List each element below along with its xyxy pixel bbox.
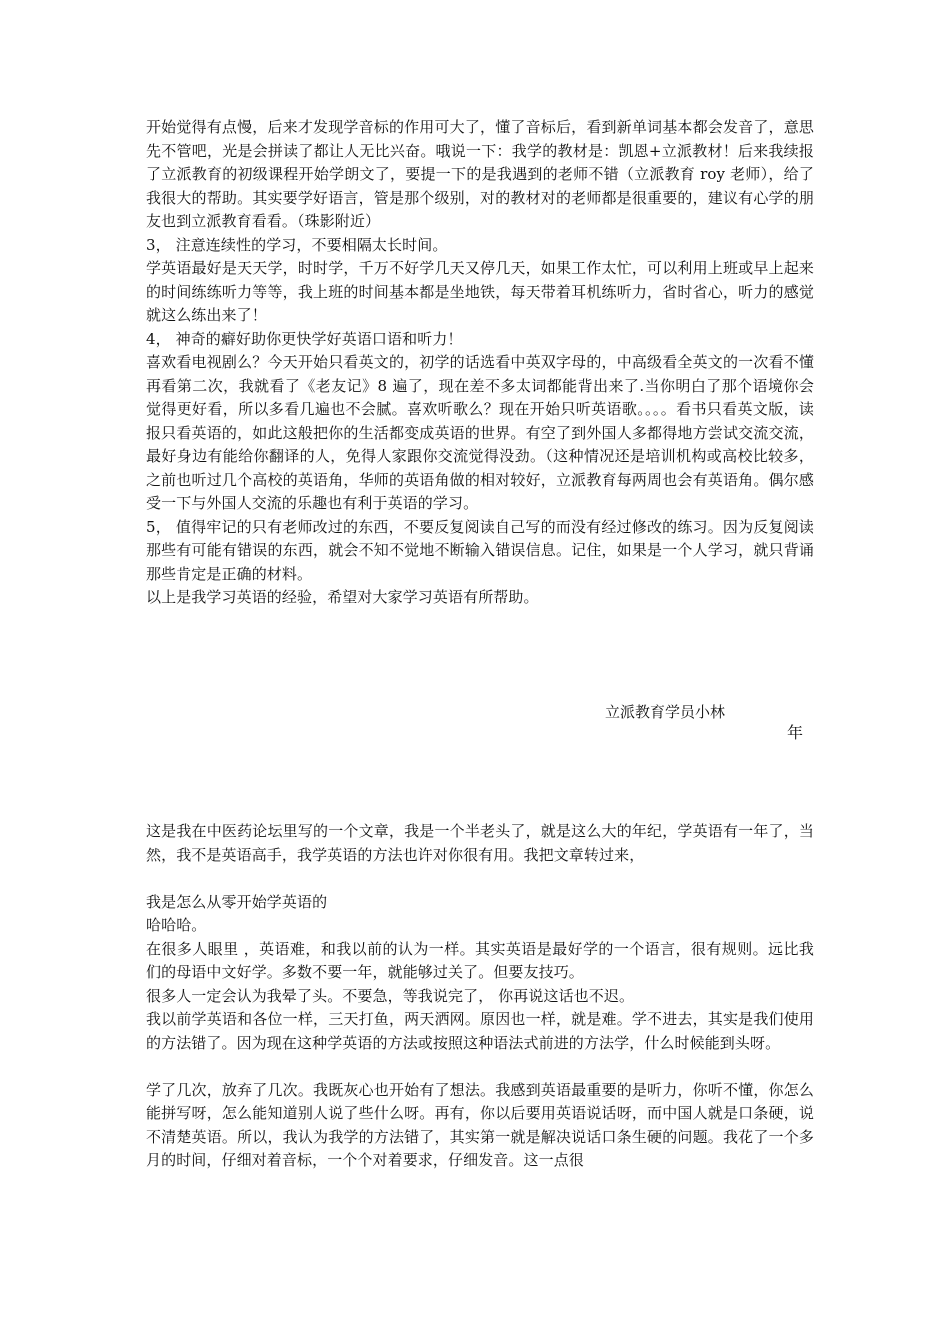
paragraph: 在很多人眼里 ，英语难，和我以前的认为一样。其实英语是最好学的一个语言，很有规则。远比我们的母语中文好学。多数不要一年，就能够过关了。但要友技巧。 — [146, 939, 814, 981]
paragraph: 开始觉得有点慢，后来才发现学音标的作用可大了，懂了音标后，看到新单词基本都会发音了，意思先不管吧，光是会拼读了都让人无比兴奋。哦说一下：我学的教材是：凯恩+立派教材！后来我续报了立派教育的初级课程开始学朗文了，要提一下的是我遇到的老师不错（立派教育 roy 老师），给了我很大的帮助。其实要学好语言，管是那个级别，对的教材对的老师都是很重要的，建议有心学的朋友也到立派教育看看。（珠影附近） — [146, 118, 814, 230]
list-item-heading: 3， 注意连续性的学习，不要相隔太长时间。 — [146, 235, 448, 254]
year-label: 年 — [787, 723, 804, 742]
paragraph: 这是我在中医药论坛里写的一个文章，我是一个半老头了，就是这么大的年纪，学英语有一年了，当然，我不是英语高手，我学英语的方法也许对你很有用。我把文章转过来， — [146, 822, 814, 864]
paragraph: 学了几次，放弃了几次。我既灰心也开始有了想法。我感到英语最重要的是听力，你听不懂，你怎么能拼写呀，怎么能知道别人说了些什么呀。再有，你以后要用英语说话呀，而中国人就是口条硬，说不清楚英语。所以，我认为我学的方法错了，其实第一就是解决说话口条生硬的问题。我花了一个多月的时间，仔细对着音标，一个个对着要求，仔细发音。这一点很 — [146, 1080, 814, 1169]
paragraph: 哈哈哈。 — [146, 916, 207, 934]
signature: 立派教育学员小林 — [605, 703, 726, 721]
paragraph: 很多人一定会认为我晕了头。不要急，等我说完了， 你再说这话也不迟。 — [146, 986, 635, 1005]
section-1-body — [146, 116, 814, 610]
article-title: 我是怎么从零开始学英语的 — [146, 892, 328, 911]
list-item-heading: 4， 神奇的癖好助你更快学好英语口语和听力！ — [146, 329, 463, 348]
paragraph: 学英语最好是天天学，时时学，千万不好学几天又停几天，如果工作太忙，可以利用上班或早上起来的时间练练听力等等，我上班的时间基本都是坐地铁，每天带着耳机练听力，省时省心，听力的感觉就这么练出来了！ — [146, 259, 814, 324]
paragraph: 我以前学英语和各位一样，三天打鱼，两天洒网。原因也一样，就是难。学不进去，其实是我们使用的方法错了。因为现在这种学英语的方法或按照这种语法式前进的方法学，什么时候能到头呀。 — [146, 1010, 814, 1052]
paragraph: 以上是我学习英语的经验，希望对大家学习英语有所帮助。 — [146, 588, 539, 606]
section-2-body — [146, 820, 814, 1173]
paragraph: 喜欢看电视剧么？今天开始只看英文的，初学的话选看中英双字母的，中高级看全英文的一次看不懂再看第二次，我就看了《老友记》8 遍了，现在差不多太词都能背出来了.当你明白了那个语境你会觉得更好看，所以多看几遍也不会腻。喜欢听歌么？现在开始只听英语歌。。。。看书只看英文版，读报只看英语的，如此这般把你的生活都变成英语的世界。有空了到外国人多都得地方尝试交流交流，最好身边有能给你翻译的人，免得人家跟你交流觉得没劲。（这种情况还是培训机构或高校比较多，之前也听过几个高校的英语角，华师的英语角做的相对较好，立派教育每两周也会有英语角。偶尔感受一下与外国人交流的乐趣也有利于英语的学习。 — [146, 353, 814, 512]
blank-line — [146, 1055, 814, 1079]
paragraph: 5， 值得牢记的只有老师改过的东西，不要反复阅读自己写的而没有经过修改的练习。因为反复阅读那些有可能有错误的东西，就会不知不觉地不断输入错误信息。记住，如果是一个人学习，就只背诵那些肯定是正确的材料。 — [146, 517, 814, 583]
blank-line — [146, 867, 814, 891]
